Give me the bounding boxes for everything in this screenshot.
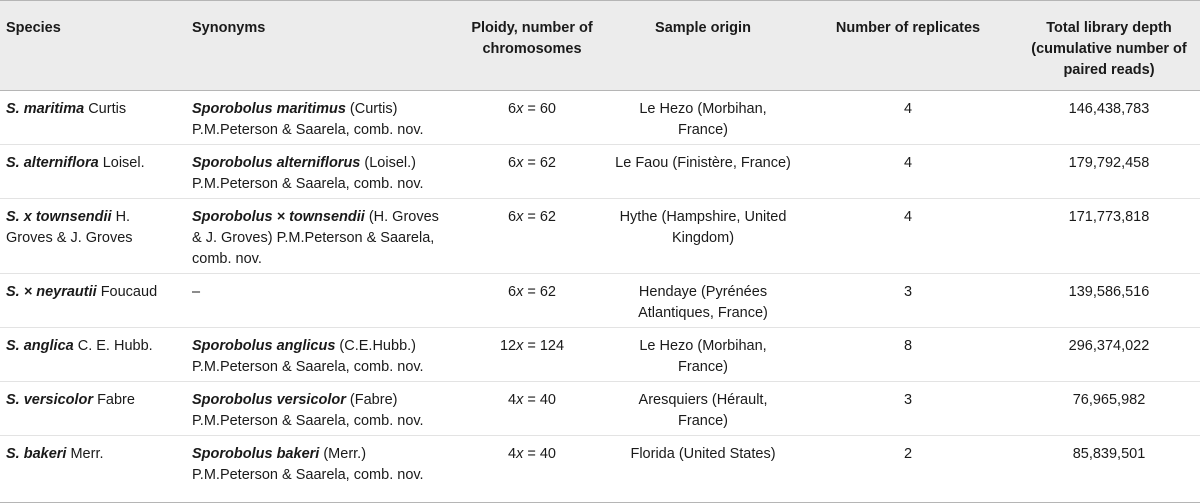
cell-sample-origin: Hythe (Hampshire, United Kingdom) bbox=[608, 199, 798, 274]
synonym-name: Sporobolus anglicus bbox=[192, 338, 336, 354]
species-name: S. anglica bbox=[6, 338, 74, 354]
species-author: Fabre bbox=[93, 392, 135, 408]
species-name: S. alterniflora bbox=[6, 155, 99, 171]
table-row bbox=[0, 328, 1200, 382]
table-row bbox=[0, 274, 1200, 328]
cell-library-depth: 171,773,818 bbox=[1018, 199, 1200, 274]
cell-synonym bbox=[186, 382, 456, 436]
synonym-name: Sporobolus alterniflorus bbox=[192, 155, 361, 171]
ploidy-level: 4 bbox=[508, 446, 517, 462]
ploidy-level: 6 bbox=[508, 209, 517, 225]
cell-ploidy bbox=[456, 145, 608, 199]
species-author: Foucaud bbox=[96, 284, 158, 300]
chromosome-count: = 62 bbox=[523, 284, 556, 300]
cell-replicates: 4 bbox=[798, 145, 1018, 199]
cell-species bbox=[0, 436, 186, 503]
header-row bbox=[0, 1, 1200, 91]
chromosome-count: = 60 bbox=[523, 101, 556, 117]
cell-replicates: 8 bbox=[798, 328, 1018, 382]
table-row bbox=[0, 436, 1200, 503]
ploidy-level: 6 bbox=[508, 155, 517, 171]
species-name: S. versicolor bbox=[6, 392, 94, 408]
cell-synonym bbox=[186, 328, 456, 382]
cell-species bbox=[0, 145, 186, 199]
chromosome-count: = 124 bbox=[523, 338, 565, 354]
cell-ploidy bbox=[456, 382, 608, 436]
synonym-name: Sporobolus maritimus bbox=[192, 101, 346, 117]
cell-ploidy bbox=[456, 91, 608, 145]
species-name: S. x townsendii bbox=[6, 209, 112, 225]
ploidy-x: x bbox=[516, 338, 524, 354]
synonym-name: Sporobolus × townsendii bbox=[192, 209, 365, 225]
cell-ploidy bbox=[456, 328, 608, 382]
table-row bbox=[0, 145, 1200, 199]
cell-library-depth: 146,438,783 bbox=[1018, 91, 1200, 145]
cell-ploidy bbox=[456, 436, 608, 503]
cell-sample-origin: Le Hezo (Morbihan, France) bbox=[608, 328, 798, 382]
table-row bbox=[0, 91, 1200, 145]
synonym-authority: (Curtis) P.M.Peterson & Saarela, comb. nov. bbox=[192, 101, 424, 138]
cell-species bbox=[0, 382, 186, 436]
header-ploidy: Ploidy, number of chromosomes bbox=[456, 1, 608, 91]
species-author: C. E. Hubb. bbox=[73, 338, 153, 354]
synonym-authority: (C.E.Hubb.) P.M.Peterson & Saarela, comb. nov. bbox=[192, 338, 424, 375]
cell-species bbox=[0, 91, 186, 145]
cell-replicates: 3 bbox=[798, 382, 1018, 436]
cell-replicates: 4 bbox=[798, 199, 1018, 274]
cell-synonym bbox=[186, 274, 456, 328]
cell-ploidy bbox=[456, 274, 608, 328]
cell-synonym bbox=[186, 436, 456, 503]
ploidy-x: x bbox=[516, 284, 524, 300]
header-library-depth: Total library depth (cumulative number of paired reads) bbox=[1018, 1, 1200, 91]
header-sample-origin: Sample origin bbox=[608, 1, 798, 91]
species-name: S. maritima bbox=[6, 101, 85, 117]
cell-sample-origin: Aresquiers (Hérault, France) bbox=[608, 382, 798, 436]
table-header bbox=[0, 1, 1200, 91]
cell-library-depth: 76,965,982 bbox=[1018, 382, 1200, 436]
table-body bbox=[0, 91, 1200, 503]
cell-sample-origin: Le Faou (Finistère, France) bbox=[608, 145, 798, 199]
species-author: Curtis bbox=[84, 101, 127, 117]
cell-species bbox=[0, 199, 186, 274]
species-author: Merr. bbox=[66, 446, 104, 462]
chromosome-count: = 62 bbox=[523, 209, 556, 225]
ploidy-level: 6 bbox=[508, 284, 517, 300]
synonym-authority: (Loisel.) P.M.Peterson & Saarela, comb. nov. bbox=[192, 155, 424, 192]
cell-ploidy bbox=[456, 199, 608, 274]
species-name: S. × neyrautii bbox=[6, 284, 97, 300]
ploidy-x: x bbox=[516, 209, 524, 225]
chromosome-count: = 62 bbox=[523, 155, 556, 171]
header-species: Species bbox=[0, 1, 186, 91]
synonym-authority: (H. Groves & J. Groves) P.M.Peterson & Saarela, comb. nov. bbox=[192, 209, 439, 267]
cell-synonym bbox=[186, 91, 456, 145]
cell-replicates: 4 bbox=[798, 91, 1018, 145]
header-synonyms: Synonyms bbox=[186, 1, 456, 91]
chromosome-count: = 40 bbox=[523, 446, 556, 462]
synonym-authority: (Merr.) P.M.Peterson & Saarela, comb. nov. bbox=[192, 446, 424, 483]
ploidy-level: 12 bbox=[499, 338, 517, 354]
cell-synonym bbox=[186, 145, 456, 199]
species-author: H. Groves & J. Groves bbox=[6, 209, 133, 246]
ploidy-level: 4 bbox=[508, 392, 517, 408]
cell-replicates: 2 bbox=[798, 436, 1018, 503]
cell-synonym bbox=[186, 199, 456, 274]
cell-library-depth: 139,586,516 bbox=[1018, 274, 1200, 328]
cell-library-depth: 85,839,501 bbox=[1018, 436, 1200, 503]
cell-library-depth: 296,374,022 bbox=[1018, 328, 1200, 382]
cell-sample-origin: Florida (United States) bbox=[608, 436, 798, 503]
synonym-name: Sporobolus bakeri bbox=[192, 446, 320, 462]
cell-library-depth: 179,792,458 bbox=[1018, 145, 1200, 199]
cell-sample-origin: Le Hezo (Morbihan, France) bbox=[608, 91, 798, 145]
ploidy-x: x bbox=[516, 446, 524, 462]
ploidy-level: 6 bbox=[508, 101, 517, 117]
ploidy-x: x bbox=[516, 101, 524, 117]
header-replicates: Number of replicates bbox=[798, 1, 1018, 91]
synonym-authority: – bbox=[192, 284, 201, 300]
species-author: Loisel. bbox=[98, 155, 145, 171]
table-row bbox=[0, 382, 1200, 436]
cell-species bbox=[0, 328, 186, 382]
chromosome-count: = 40 bbox=[523, 392, 556, 408]
synonym-name: Sporobolus versicolor bbox=[192, 392, 346, 408]
table-row bbox=[0, 199, 1200, 274]
species-name: S. bakeri bbox=[6, 446, 67, 462]
ploidy-x: x bbox=[516, 155, 524, 171]
cell-replicates: 3 bbox=[798, 274, 1018, 328]
cell-species bbox=[0, 274, 186, 328]
synonym-authority: (Fabre) P.M.Peterson & Saarela, comb. nov. bbox=[192, 392, 424, 429]
ploidy-x: x bbox=[516, 392, 524, 408]
cell-sample-origin: Hendaye (Pyrénées Atlantiques, France) bbox=[608, 274, 798, 328]
